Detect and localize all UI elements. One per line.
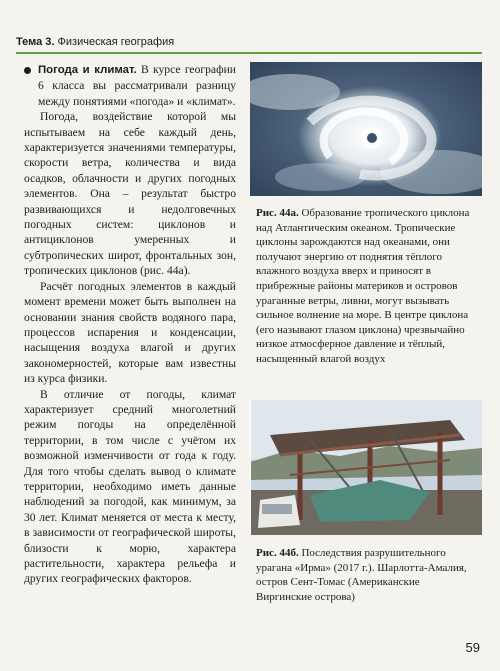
cyclone-satellite-image <box>250 62 482 196</box>
paragraph-intro <box>24 62 236 109</box>
paragraph-weather: Погода, воздействие которой мы испытываем на себе каждый день, характеризуется значениями температуры, скорости ветра, количества и вида осадков, облачности и других погодных элементов. Она – результат быстро развивающихся и недолговечных погодных систем: циклонов и антициклонов умеренных и субтропических широт, фронтальных зон, тропических циклонов (рис. 44а). <box>24 110 236 278</box>
lead-heading: Погода и климат. <box>38 64 137 76</box>
header-divider <box>16 52 482 54</box>
paragraph-intro-text: В курсе географии 6 класса вы рассматривали разницу между понятиями «погода» и «климат». <box>38 63 236 108</box>
caption-figure-44b <box>256 546 476 604</box>
bullet-icon <box>24 67 31 74</box>
figure-44b-label: Рис. 44б. <box>256 547 299 559</box>
paragraph-climate: В отличие от погоды, климат характеризует средний многолетний режим погоды на определённой территории, в том числе с учётом их возможной изменчивости от года к году. Для того чтобы сделать вывод о климате территории, необходимо иметь данные наблюдений за погодой, как минимум, за 30 лет. Климат меняется от места к месту, в зависимости от географической широты, близости к морю, характера растительности, характера рельефа и других географических факторов. <box>24 387 236 586</box>
main-text-column <box>24 62 236 587</box>
paragraph-calculation: Расчёт погодных элементов в каждый момент времени может быть выполнен на основании знания свойств водяного пара, процессов испарения и конденсации, насыщения воздуха влагой и других закономерностей, которые вам известны из курса физики. <box>24 279 236 386</box>
topic-label: Тема 3. <box>16 36 55 48</box>
caption-figure-44a <box>256 206 476 367</box>
hurricane-damage-photo <box>250 400 482 535</box>
section-title: Физическая география <box>57 36 175 48</box>
figure-44a-text: Образование тропического циклона над Атлантическим океаном. Тропические циклоны зарождаются над океанами, они получают энергию от поднятия тёплого влажного воздуха вверх и приносят в прибрежные районы материков и островов ураганные ветры, ливни, могут вызывать сильное волнение на море. В центре циклона (его называют глазом циклона) чрезвычайно низкое атмосферное давление и тёплый, насыщенный влагой воздух <box>256 207 470 365</box>
figure-44b-text: Последствия разрушительного урагана «Ирма» (2017 г.). Шарлотта-Амалия, остров Сент-Томас (Американские Виргинские острова) <box>256 547 467 603</box>
figure-44a-label: Рис. 44а. <box>256 207 299 219</box>
page-header <box>16 36 482 48</box>
page-number: 59 <box>465 640 480 655</box>
